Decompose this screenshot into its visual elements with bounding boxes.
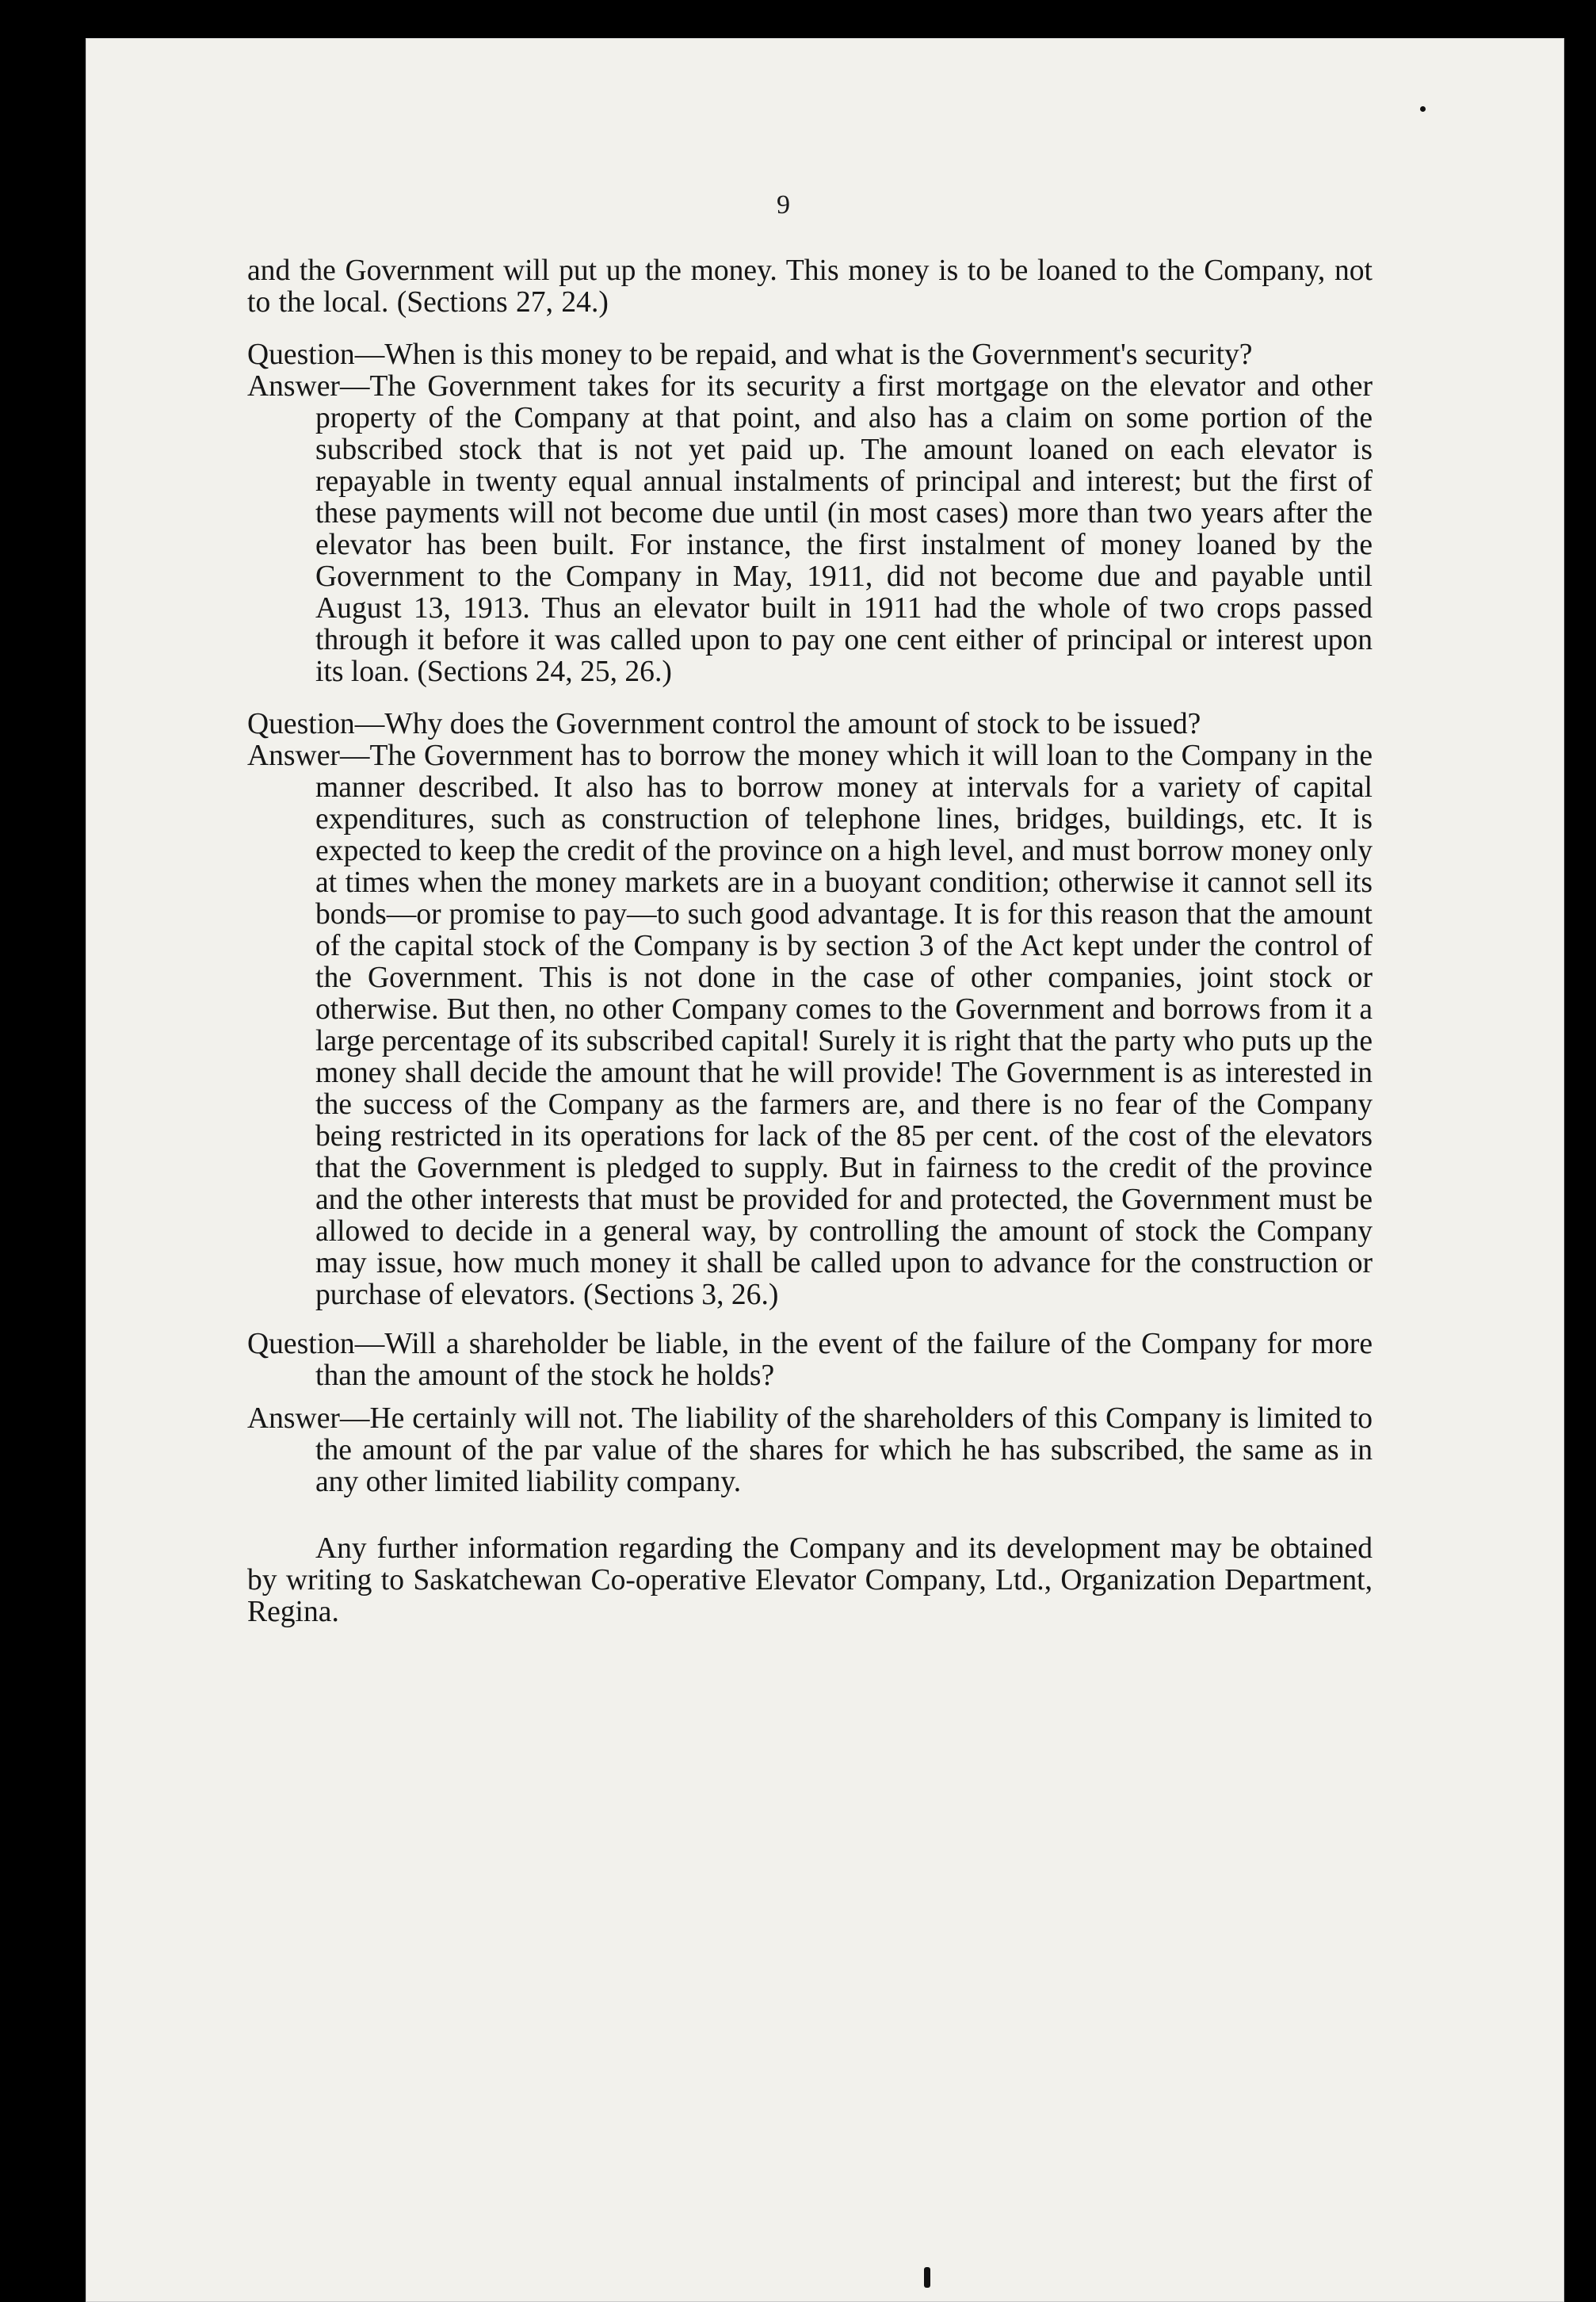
scan-speck bbox=[1420, 106, 1426, 112]
answer-liability: Answer—He certainly will not. The liability of the shareholders of this Company is limited to the amount of the par value of the shares for which he has subscribed, the same as in any other limited liability company. bbox=[247, 1402, 1373, 1498]
question-liability: Question—Will a shareholder be liable, in the event of the failure of the Company for more than the amount of the stock he holds? bbox=[247, 1328, 1373, 1392]
scan-speck bbox=[924, 2267, 930, 2288]
closing-paragraph bbox=[247, 1533, 1373, 1628]
page-body bbox=[247, 255, 1373, 1628]
continuation-paragraph: and the Government will put up the money. This money is to be loaned to the Company, not to the local. (Sections 27, 24.) bbox=[247, 254, 1373, 319]
question-security: Question—When is this money to be repaid, and what is the Government's security? bbox=[247, 338, 1253, 371]
page-number: 9 bbox=[777, 190, 790, 220]
answer-security: Answer—The Government takes for its security a first mortgage on the elevator and other property of the Company at that point, and also has a claim on some portion of the subscribed stock that is not yet paid up. The amount loaned on each elevator is repayable in twenty equal annual instalments of principal and interest; but the first of these payments will not become due until (in most cases) more than two years after the elevator has been built. For instance, the first instalment of money loaned by the Government to the Company in May, 1911, did not become due and payable until August 13, 1913. Thus an elevator built in 1911 had the whole of two crops passed through it before it was called upon to pay one cent either of principal or interest upon its loan. (Sections 24, 25, 26.) bbox=[247, 370, 1373, 688]
closing-text: Any further information regarding the Company and its development may be obtained by writing to Saskatchewan Co-operative Elevator Company, Ltd., Organization Department, Regina. bbox=[247, 1532, 1373, 1628]
question-stock-control: Question—Why does the Government control the amount of stock to be issued? bbox=[247, 708, 1201, 740]
answer-stock-control: Answer—The Government has to borrow the money which it will loan to the Company in the manner described. It also has to borrow money at intervals for a variety of capital expenditures, such as construction of telephone lines, bridges, buildings, etc. It is expected to keep the credit of the province on a high level, and must borrow money only at times when the money markets are in a buoyant condition; otherwise it cannot sell its bonds—or promise to pay—to such good advantage. It is for this reason that the amount of the capital stock of the Company is by section 3 of the Act kept under the control of the Government. This is not done in the case of other companies, joint stock or otherwise. But then, no other Company comes to the Government and borrows from it a large percentage of its subscribed capital! Surely it is right that the party who puts up the money shall decide the amount that he will provide! The Government is as interested in the success of the Company as the farmers are, and there is no fear of the Company being restricted in its operations for lack of the 85 per cent. of the cost of the elevators that the Government is pledged to supply. But in fairness to the credit of the province and the other interests that must be provided for and protected, the Government must be allowed to decide in a general way, by controlling the amount of stock the Company may issue, how much money it shall be called upon to advance for the construction or purchase of elevators. (Sections 3, 26.) bbox=[247, 740, 1373, 1311]
